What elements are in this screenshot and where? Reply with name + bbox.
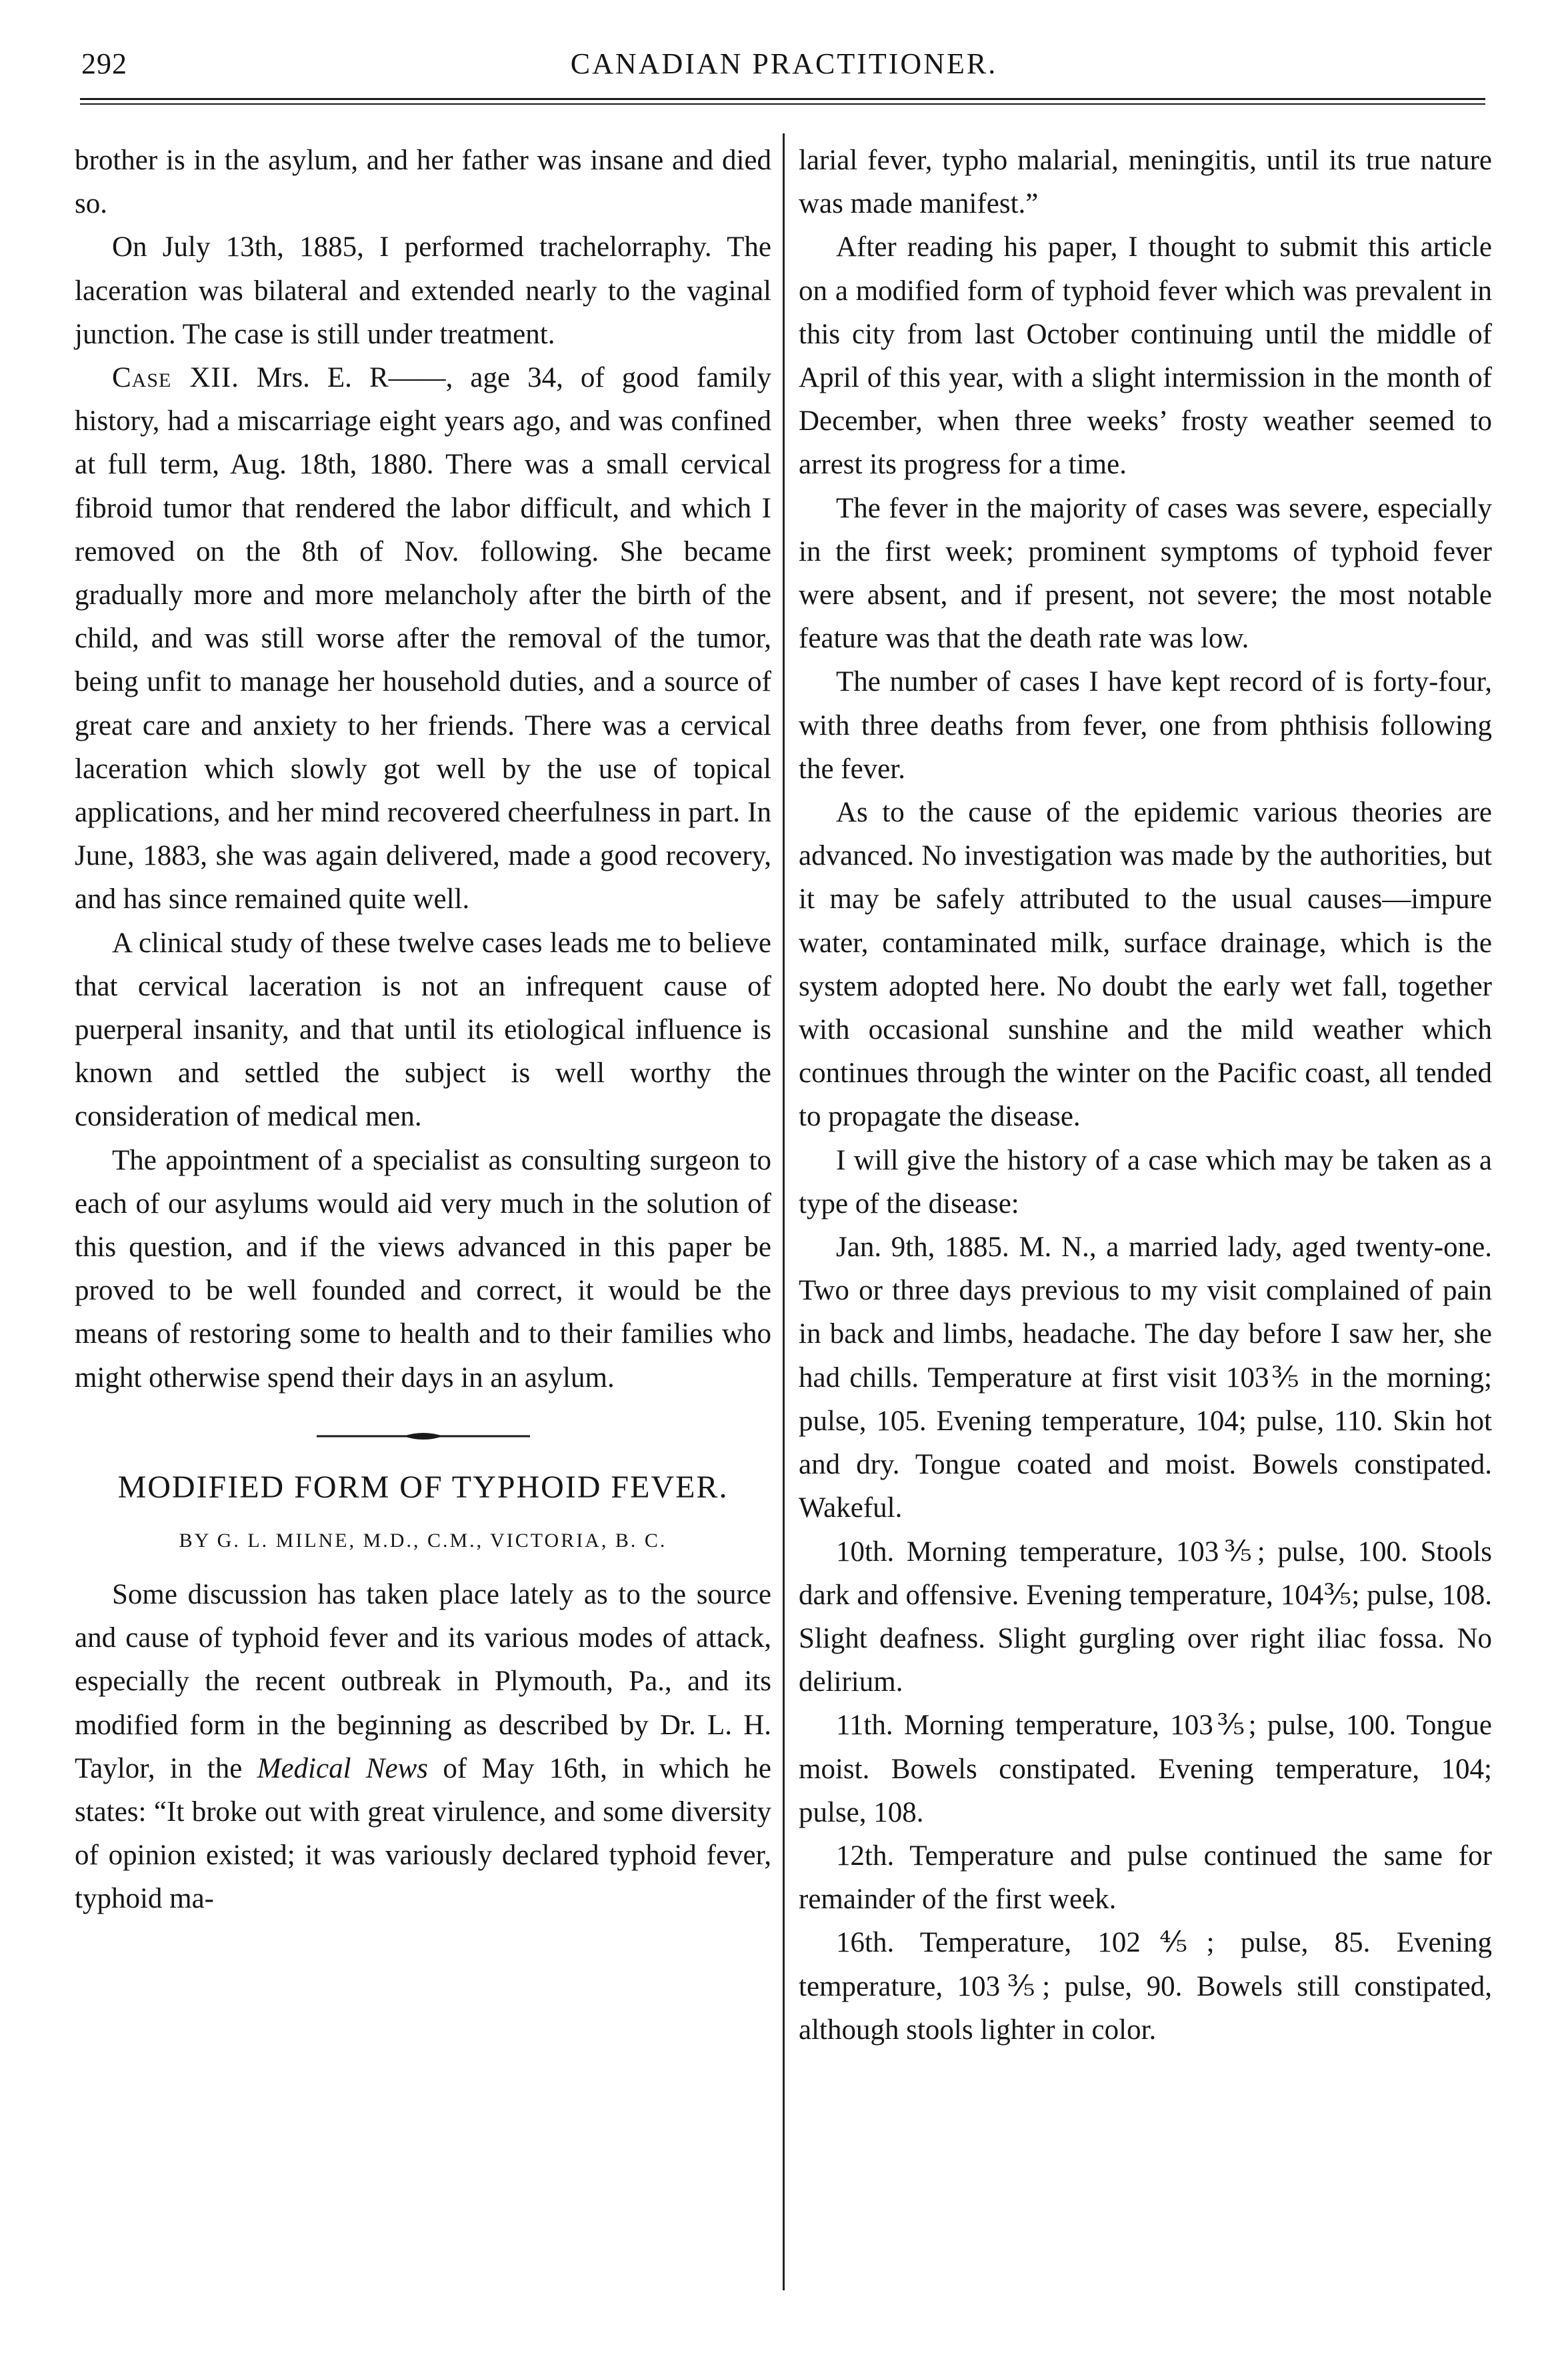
- intro-text-a: Some discussion has taken place lately as to the source and cause of typhoid fever and its various modes of attack, especially the recent outbreak in Plymouth, Pa., and its modified form in the beginning as described by Dr. L. H. Taylor, in the: [75, 1578, 771, 1784]
- paragraph-intro: [75, 1573, 771, 1921]
- case-label: Case XII.: [112, 362, 239, 394]
- paragraph-case-history: Jan. 9th, 1885. M. N., a married lady, aged twenty-one. Two or three days previous to my visit complained of pain in back and limbs, headache. The day before I saw her, she had chills. Temperature at first visit 103⅗ in the morning; pulse, 105. Evening temperature, 104; pulse, 110. Skin hot and dry. Tongue coated and moist. Bowels constipated. Wakeful.: [799, 1232, 1492, 1524]
- case-text: Mrs. E. R——, age 34, of good family history, had a miscarriage eight years ago, and was confined at full term, Aug. 18th, 1880. There was a small cervical fibroid tumor that rendered the labor difficult, and which I removed on the 8th of Nov. following. She became gradually more and more melancholy after the birth of the child, and was still worse after the removal of the tumor, being unfit to manage her household duties, and a source of great care and anxiety to her friends. There was a cervical laceration which slowly got well by the use of topical applications, and her mind recovered cheerfulness in part. In June, 1883, she was again delivered, made a good recovery, and has since remained quite well.: [75, 362, 771, 915]
- paragraph-day-16: 16th. Temperature, 102⅘; pulse, 85. Evening temperature, 103⅗; pulse, 90. Bowels still constipated, although stools lighter in color.: [799, 1927, 1492, 2046]
- running-head: CANADIAN PRACTITIONER.: [570, 47, 998, 80]
- column-divider: [783, 133, 785, 2290]
- header-rule-top: [80, 98, 1485, 100]
- article-byline: BY G. L. MILNE, M.D., C.M., VICTORIA, B. C.: [179, 1529, 667, 1552]
- paragraph: brother is in the asylum, and her father was insane and died so.: [75, 145, 771, 220]
- paragraph-day-12: 12th. Temperature and pulse continued the same for remainder of the first week.: [799, 1840, 1492, 1916]
- right-column: [799, 139, 1492, 2052]
- paragraph: larial fever, typho malarial, meningitis, until its true nature was made manifest.”: [799, 145, 1492, 220]
- paragraph: The fever in the majority of cases was severe, especially in the first week; prominent symptoms of typhoid fever were absent, and if present, not severe; the most notable feature was that the death rate was low.: [799, 492, 1492, 655]
- section-ornament: [317, 1426, 530, 1446]
- paragraph: A clinical study of these twelve cases leads me to believe that cervical laceration is not an infrequent cause of puerperal insanity, and that until its etiological influence is known and settled the subject is well worthy the consideration of medical men.: [75, 927, 771, 1133]
- journal-title: Medical News: [257, 1752, 429, 1784]
- page-number: 292: [81, 47, 127, 80]
- left-column: [75, 139, 771, 1921]
- paragraph-case-xii: [75, 356, 771, 921]
- paragraph-day-11: 11th. Morning temperature, 103⅗; pulse, 100. Tongue moist. Bowels constipated. Evening temperature, 104; pulse, 108.: [799, 1710, 1492, 1828]
- intro-text-b: of May 16th, in which he states: “It broke out with great virulence, and some diversity of opinion existed; it was variously declared typhoid fever, typhoid ma-: [75, 1752, 772, 1915]
- paragraph: I will give the history of a case which may be taken as a type of the disease:: [799, 1144, 1492, 1220]
- paragraph: As to the cause of the epidemic various theories are advanced. No investigation was made by the authorities, but it may be safely attributed to the usual causes—impure water, contaminated milk, surface drainage, which is the system adopted here. No doubt the early wet fall, together with occasional sunshine and the mild weather which continues through the winter on the Pacific coast, all tended to propagate the disease.: [799, 797, 1492, 1133]
- paragraph: The appointment of a specialist as consulting surgeon to each of our asylums would aid very much in the solution of this question, and if the views advanced in this paper be proved to be well founded and correct, it would be the means of restoring some to health and to their families who might otherwise spend their days in an asylum.: [75, 1144, 771, 1394]
- paragraph: On July 13th, 1885, I performed trachelorraphy. The laceration was bilateral and extended nearly to the vaginal junction. The case is still under treatment.: [75, 231, 771, 350]
- page-header: [0, 0, 1568, 93]
- header-rule-bottom: [80, 103, 1485, 105]
- article-title: MODIFIED FORM OF TYPHOID FEVER.: [117, 1469, 729, 1505]
- paragraph-day-10: 10th. Morning temperature, 103⅗; pulse, 100. Stools dark and offensive. Evening temperature, 104⅗; pulse, 108. Slight deafness. Slight gurgling over right iliac fossa. No delirium.: [799, 1536, 1492, 1698]
- paragraph: The number of cases I have kept record of is forty-four, with three deaths from fever, one from phthisis following the fever.: [799, 666, 1492, 785]
- paragraph: After reading his paper, I thought to submit this article on a modified form of typhoid fever which was prevalent in this city from last October continuing until the middle of April of this year, with a slight intermission in the month of December, when three weeks’ frosty weather seemed to arrest its progress for a time.: [799, 231, 1492, 481]
